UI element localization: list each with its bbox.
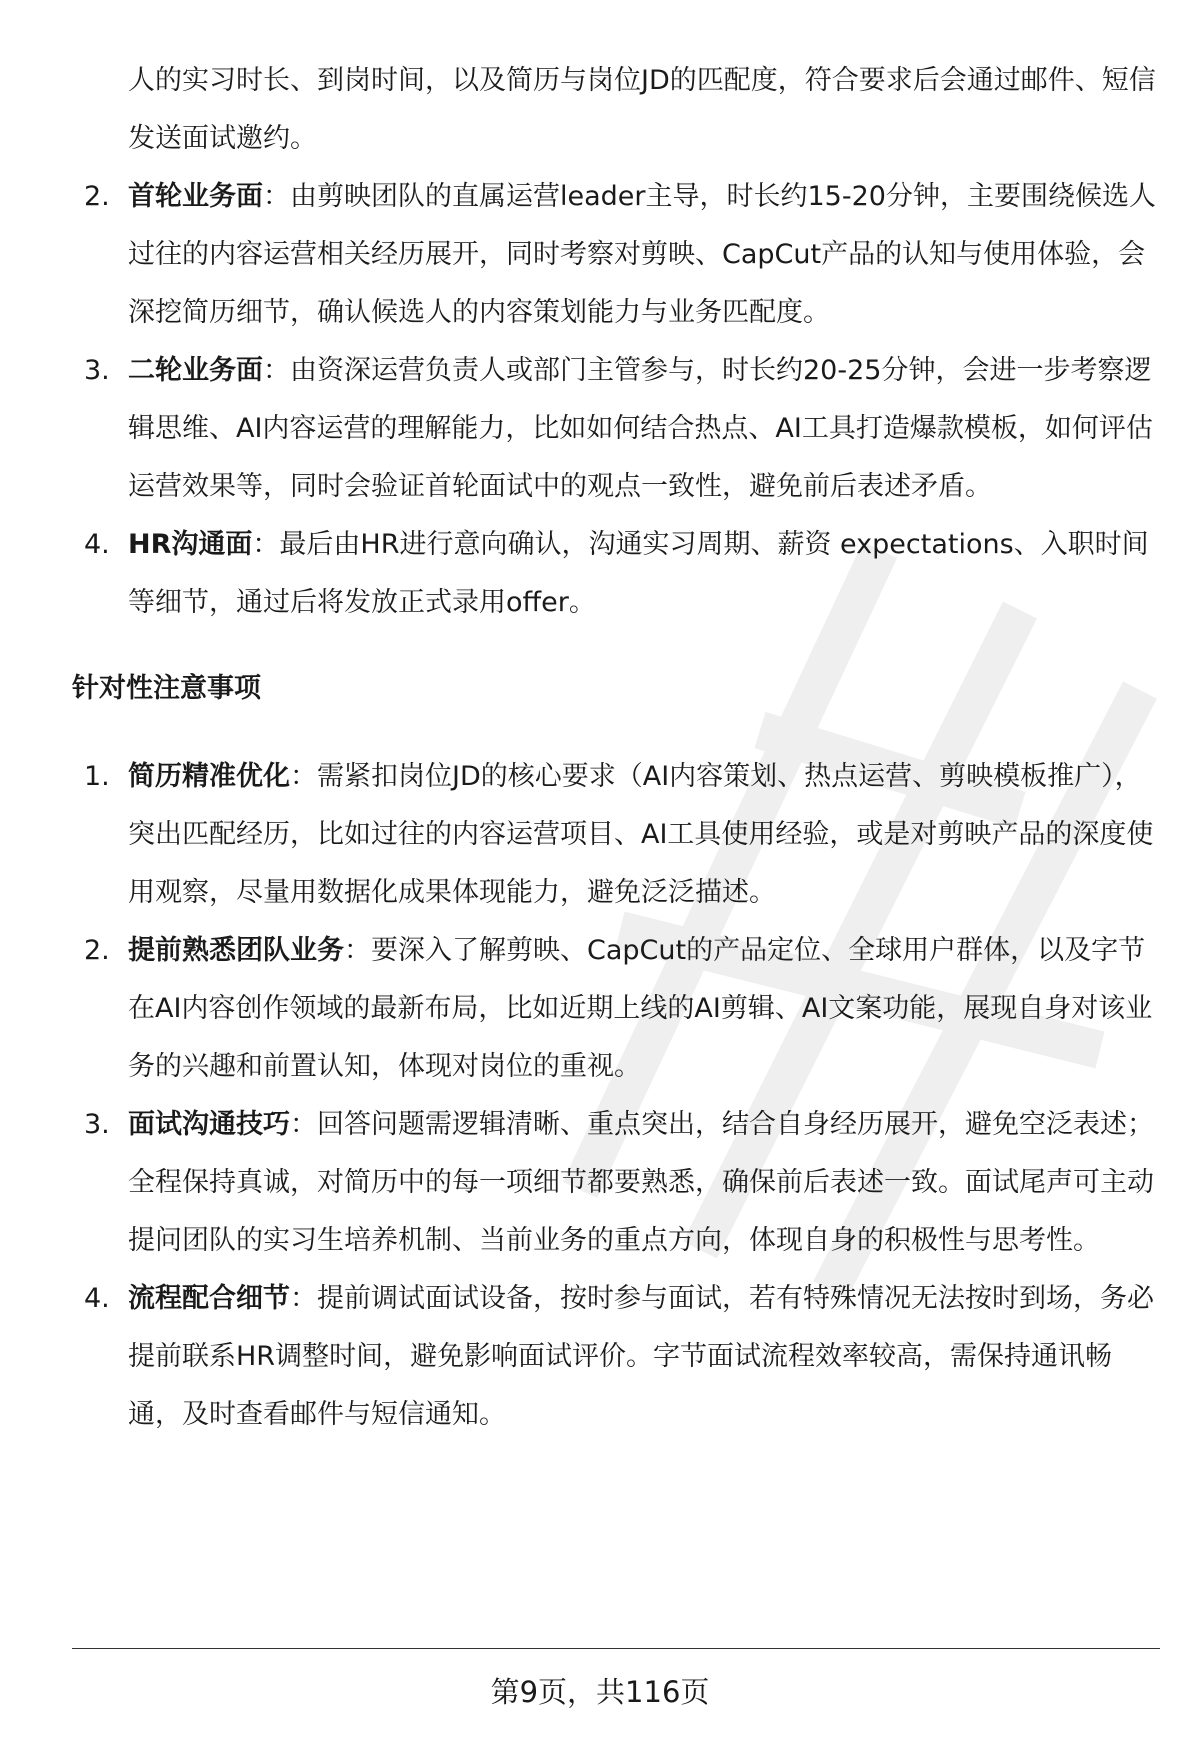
page-number: 第9页，共116页	[490, 1675, 710, 1709]
list-item-title: 首轮业务面	[128, 181, 263, 212]
list-item-separator: ：	[344, 935, 371, 966]
footer-divider	[72, 1648, 1160, 1649]
list-item-title: 流程配合细节	[128, 1283, 290, 1314]
list-item-title: 简历精准优化	[128, 761, 290, 792]
list-item-title: 二轮业务面	[128, 355, 263, 386]
list-item-separator: ：	[290, 1283, 317, 1314]
list-item-body: 最后由HR进行意向确认，沟通实习周期、薪资 expectations、入职时间等细节，通过后将发放正式录用offer。	[128, 529, 1149, 618]
list-item-title: 提前熟悉团队业务	[128, 935, 344, 966]
list-item-title: HR沟通面	[128, 529, 253, 560]
list-number: 2.	[84, 181, 110, 212]
list-item	[72, 168, 1160, 342]
list-item-separator: ：	[290, 761, 317, 792]
list-number: 1.	[84, 761, 110, 792]
list-item	[72, 1270, 1160, 1444]
list-item-body: 要深入了解剪映、CapCut的产品定位、全球用户群体，以及字节在AI内容创作领域的最新布局，比如近期上线的AI剪辑、AI文案功能，展现自身对该业务的兴趣和前置认知，体现对岗位的重视。	[128, 935, 1153, 1082]
list-item-body: 提前调试面试设备，按时参与面试，若有特殊情况无法按时到场，务必提前联系HR调整时间，避免影响面试评价。字节面试流程效率较高，需保持通讯畅通，及时查看邮件与短信通知。	[128, 1283, 1154, 1430]
list-number: 3.	[84, 355, 110, 386]
list-item	[72, 516, 1160, 632]
list-item-separator: ：	[290, 1109, 317, 1140]
list-item-body: 由剪映团队的直属运营leader主导，时长约15-20分钟，主要围绕候选人过往的内容运营相关经历展开，同时考察对剪映、CapCut产品的认知与使用体验，会深挖简历细节，确认候选人的内容策划能力与业务匹配度。	[128, 181, 1156, 328]
list-number: 3.	[84, 1109, 110, 1140]
list-item-separator: ：	[263, 355, 290, 386]
list-number: 2.	[84, 935, 110, 966]
list-number: 4.	[84, 529, 110, 560]
list-item	[72, 342, 1160, 516]
list-item-title: 面试沟通技巧	[128, 1109, 290, 1140]
list-item-body: 由资深运营负责人或部门主管参与，时长约20-25分钟，会进一步考察逻辑思维、AI内容运营的理解能力，比如如何结合热点、AI工具打造爆款模板，如何评估运营效果等，同时会验证首轮面试中的观点一致性，避免前后表述矛盾。	[128, 355, 1153, 502]
list-item	[72, 748, 1160, 922]
list-item-body: 回答问题需逻辑清晰、重点突出，结合自身经历展开，避免空泛表述；全程保持真诚，对简历中的每一项细节都要熟悉，确保前后表述一致。面试尾声可主动提问团队的实习生培养机制、当前业务的重点方向，体现自身的积极性与思考性。	[128, 1109, 1154, 1256]
list-item	[72, 922, 1160, 1096]
list-item	[72, 1096, 1160, 1270]
list-item-separator: ：	[263, 181, 290, 212]
continuation-paragraph: 人的实习时长、到岗时间，以及简历与岗位JD的匹配度，符合要求后会通过邮件、短信发送面试邀约。	[128, 65, 1156, 154]
notes-list	[72, 748, 1160, 1444]
list-item-body: 需紧扣岗位JD的核心要求（AI内容策划、热点运营、剪映模板推广），突出匹配经历，比如过往的内容运营项目、AI工具使用经验，或是对剪映产品的深度使用观察，尽量用数据化成果体现能力，避免泛泛描述。	[128, 761, 1154, 908]
document-body	[72, 52, 1160, 1444]
list-item-separator: ：	[252, 529, 280, 560]
section-heading: 针对性注意事项	[72, 673, 261, 704]
interview-process-list	[72, 168, 1160, 632]
list-number: 4.	[84, 1283, 110, 1314]
